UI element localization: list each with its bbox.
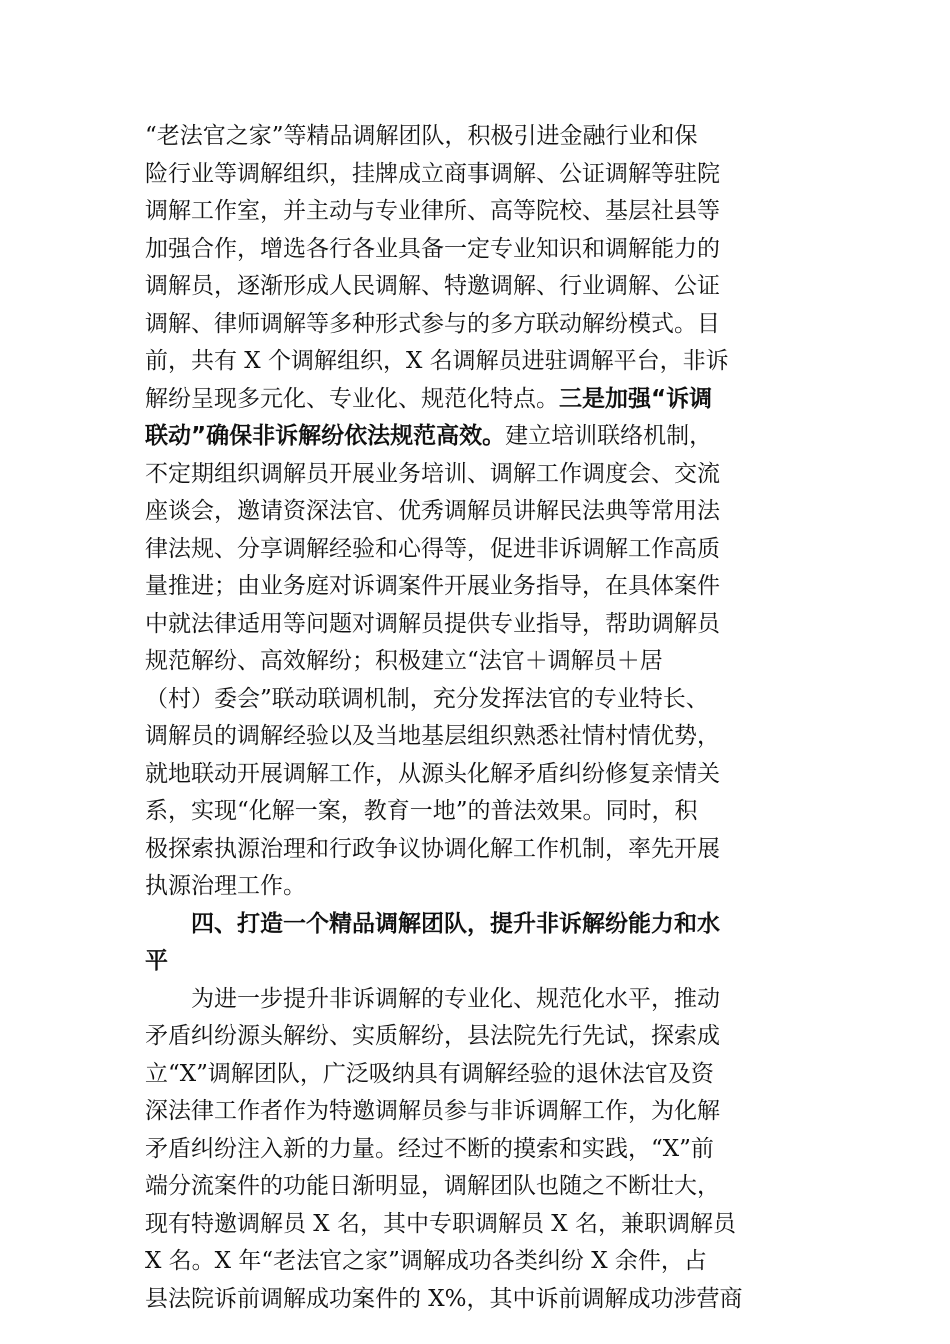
text-line — [145, 156, 805, 194]
text-line — [145, 1243, 805, 1281]
text-line — [145, 1206, 805, 1244]
text-segment: 建立培训联络机制， — [505, 423, 713, 449]
text-line — [145, 718, 805, 756]
text-line — [145, 531, 805, 569]
text-line — [145, 643, 805, 681]
bold-subheading: 三是加强“诉调 — [559, 385, 713, 412]
text-segment: 现有特邀调解员 X 名，其中专职调解员 X 名，兼职调解员 — [145, 1210, 736, 1237]
text-line — [145, 1168, 805, 1206]
text-line — [145, 456, 805, 494]
text-segment: 县法院诉前调解成功案件的 X%，其中诉前调解成功涉营商 — [145, 1285, 743, 1312]
text-line — [145, 268, 805, 306]
text-segment: 矛盾纠纷源头解纷、实质解纷，县法院先行先试，探索成 — [145, 1023, 720, 1049]
section-heading-continued: 平 — [145, 948, 168, 974]
text-segment: 为进一步提升非诉调解的专业化、规范化水平，推动 — [191, 985, 720, 1012]
text-segment: 端分流案件的功能日渐明显，调解团队也随之不断壮大， — [145, 1173, 720, 1199]
text-segment: 就地联动开展调解工作，从源头化解矛盾纠纷修复亲情关 — [145, 760, 720, 787]
text-line — [145, 306, 805, 344]
text-segment: 矛盾纠纷注入新的力量。经过不断的摸索和实践，“X”前 — [145, 1135, 714, 1162]
text-segment: 量推进；由业务庭对诉调案件开展业务指导，在具体案件 — [145, 573, 720, 599]
section-heading: 四、打造一个精品调解团队，提升非诉解纷能力和水 — [191, 910, 720, 937]
text-segment: 深法律工作者作为特邀调解员参与非诉调解工作，为化解 — [145, 1098, 720, 1124]
text-line — [145, 568, 805, 606]
text-segment: 中就法律适用等问题对调解员提供专业指导，帮助调解员 — [145, 610, 720, 637]
text-line — [145, 756, 805, 794]
text-line — [145, 606, 805, 644]
text-line — [145, 343, 805, 381]
text-line — [145, 493, 805, 531]
text-line — [145, 1131, 805, 1169]
text-segment: 规范解纷、高效解纷；积极建立“法官＋调解员＋居 — [145, 648, 663, 674]
text-segment: 座谈会，邀请资深法官、优秀调解员讲解民法典等常用法 — [145, 498, 720, 524]
text-segment: 加强合作，增选各行各业具备一定专业知识和调解能力的 — [145, 235, 720, 262]
text-line — [145, 1018, 805, 1056]
text-segment: 前，共有 X 个调解组织，X 名调解员进驻调解平台，非诉 — [145, 348, 729, 374]
text-segment: X 名。X 年“老法官之家”调解成功各类纠纷 X 余件，占 — [145, 1248, 707, 1274]
text-segment: “老法官之家”等精品调解团队，积极引进金融行业和保 — [145, 123, 698, 149]
text-line — [145, 1056, 805, 1094]
text-segment: 律法规、分享调解经验和心得等，促进非诉调解工作高质 — [145, 535, 720, 562]
text-segment: 调解工作室，并主动与专业律所、高等院校、基层社县等 — [145, 198, 720, 224]
text-line — [145, 231, 805, 269]
text-segment: 解纷呈现多元化、专业化、规范化特点。 — [145, 385, 559, 412]
text-segment: 调解、律师调解等多种形式参与的多方联动解纷模式。目 — [145, 310, 720, 337]
text-line — [145, 868, 805, 906]
document-body — [145, 118, 805, 1318]
text-line — [145, 118, 805, 156]
text-line — [145, 831, 805, 869]
text-segment: 调解员，逐渐形成人民调解、特邀调解、行业调解、公证 — [145, 273, 720, 299]
text-segment: 立“X”调解团队，广泛吸纳具有调解经验的退休法官及资 — [145, 1060, 714, 1087]
text-segment: 系，实现“化解一案，教育一地”的普法效果。同时，积 — [145, 798, 698, 824]
text-segment: 调解员的调解经验以及当地基层组织熟悉社情村情优势， — [145, 723, 720, 749]
text-segment: （村）委会”联动联调机制，充分发挥法官的专业特长、 — [145, 685, 709, 712]
text-line — [145, 793, 805, 831]
text-line — [145, 1093, 805, 1131]
text-segment: 不定期组织调解员开展业务培训、调解工作调度会、交流 — [145, 460, 720, 487]
text-line — [145, 681, 805, 719]
text-segment: 险行业等调解组织，挂牌成立商事调解、公证调解等驻院 — [145, 160, 720, 187]
text-line — [145, 193, 805, 231]
text-segment: 极探索执源治理和行政争议协调化解工作机制，率先开展 — [145, 835, 720, 862]
text-line — [145, 1281, 805, 1319]
bold-subheading: 联动”确保非诉解纷依法规范高效。 — [145, 423, 506, 449]
text-line — [145, 418, 805, 456]
text-segment: 执源治理工作。 — [145, 873, 306, 899]
text-line — [145, 981, 805, 1019]
text-line — [145, 381, 805, 419]
